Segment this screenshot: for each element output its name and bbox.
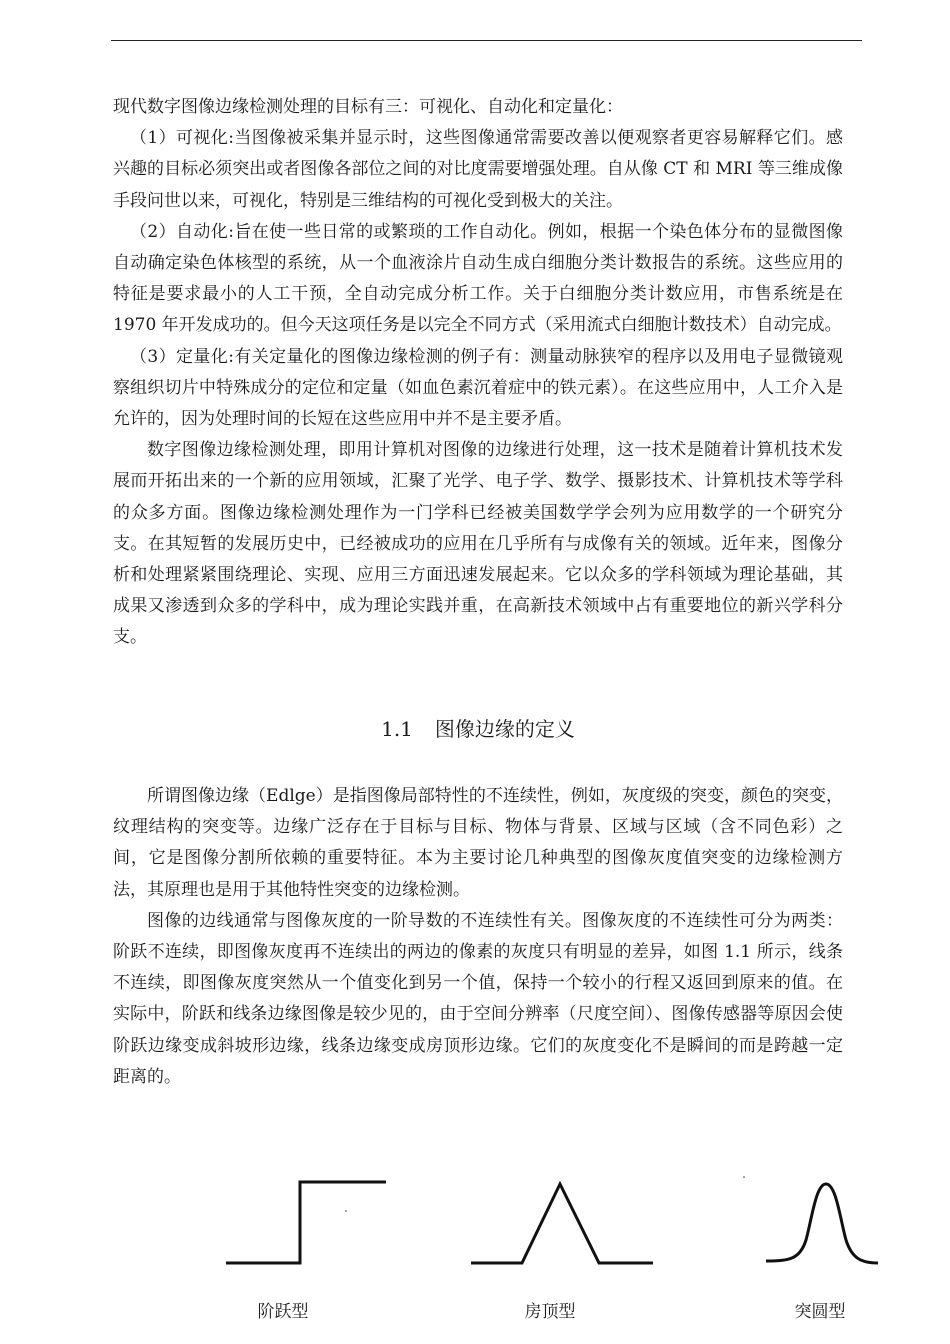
roof-edge-profile	[471, 1184, 653, 1263]
step-edge-caption: 阶跃型	[257, 1302, 309, 1322]
edge-types-paragraph: 图像的边线通常与图像灰度的一阶导数的不连续性有关。图像灰度的不连续性可分为两类：阶跃不连续，即图像灰度再不连续出的两边的像素的灰度只有明显的差异，如图 1.1 所示，线条不连续，即图像灰度突然从一个值变化到另一个值，保持一个较小的行程又返回到原来的值。在实际中，阶跃和线条边缘图像是较少见的，由于空间分辨率（尺度空间）、图像传感器等原因会使阶跃边缘变成斜坡形边缘，线条边缘变成房顶形边缘。它们的灰度变化不是瞬间的而是跨越一定距离的。	[113, 910, 843, 1087]
quantification-paragraph: （3）定量化:有关定量化的图像边缘检测的例子有：测量动脉狭窄的程序以及用电子显微镜观察组织切片中特殊成分的定位和定量（如血色素沉着症中的铁元素）。在这些应用中，人工介入是允许的，因为处理时间的长短在这些应用中并不是主要矛盾。	[113, 346, 843, 430]
edge-profile-figure	[0, 1160, 950, 1344]
section-heading	[113, 714, 843, 744]
rounded-edge-caption: 突圆型	[794, 1302, 846, 1322]
edge-definition-paragraph: 所谓图像边缘（Edlge）是指图像局部特性的不连续性，例如，灰度级的突变，颜色的突变，纹理结构的突变等。边缘广泛存在于目标与目标、物体与背景、区域与区域（含不同色彩）之间，它是图像分割所依赖的重要特征。本为主要讨论几种典型的图像灰度值突变的边缘检测方法，其原理也是用于其他特性突变的边缘检测。	[113, 786, 843, 900]
body-text-section	[113, 781, 843, 1093]
visualization-paragraph: （1）可视化:当图像被采集并显示时，这些图像通常需要改善以便观察者更容易解释它们。感兴趣的目标必须突出或者图像各部位之间的对比度需要增强处理。自从像 CT 和 MRI 等三维成像手段问世以来，可视化，特别是三维结构的可视化受到极大的关注。	[113, 128, 843, 211]
section-number: 1.1	[381, 717, 413, 741]
step-edge-profile	[226, 1182, 386, 1263]
header-rule	[111, 40, 862, 41]
step-edge-speck	[345, 1210, 347, 1212]
rounded-edge-speck	[743, 1176, 745, 1178]
body-text-top	[113, 92, 843, 654]
rounded-edge-profile	[766, 1184, 878, 1263]
intro-paragraph: 现代数字图像边缘检测处理的目标有三：可视化、自动化和定量化：	[113, 97, 623, 117]
overview-paragraph: 数字图像边缘检测处理，即用计算机对图像的边缘进行处理，这一技术是随着计算机技术发展而开拓出来的一个新的应用领域，汇聚了光学、电子学、数学、摄影技术、计算机技术等学科的众多方面。图像边缘检测处理作为一门学科已经被美国数学学会列为应用数学的一个研究分支。在其短暂的发展历史中，已经被成功的应用在几乎所有与成像有关的领域。近年来，图像分析和处理紧紧围绕理论、实现、应用三方面迅速发展起来。它以众多的学科领域为理论基础，其成果又渗透到众多的学科中，成为理论实践并重，在高新技术领域中占有重要地位的新兴学科分支。	[113, 440, 843, 648]
roof-edge-caption: 房顶型	[524, 1302, 576, 1322]
automation-paragraph: （2）自动化:旨在使一些日常的或繁琐的工作自动化。例如，根据一个染色体分布的显微图像自动确定染色体核型的系统，从一个血液涂片自动生成白细胞分类计数报告的系统。这些应用的特征是要求最小的人工干预，全自动完成分析工作。关于白细胞分类计数应用，市售系统是在 1970 年开发成功的。但今天这项任务是以完全不同方式（采用流式白细胞计数技术）自动完成。	[113, 221, 843, 336]
section-title: 图像边缘的定义	[434, 717, 575, 741]
